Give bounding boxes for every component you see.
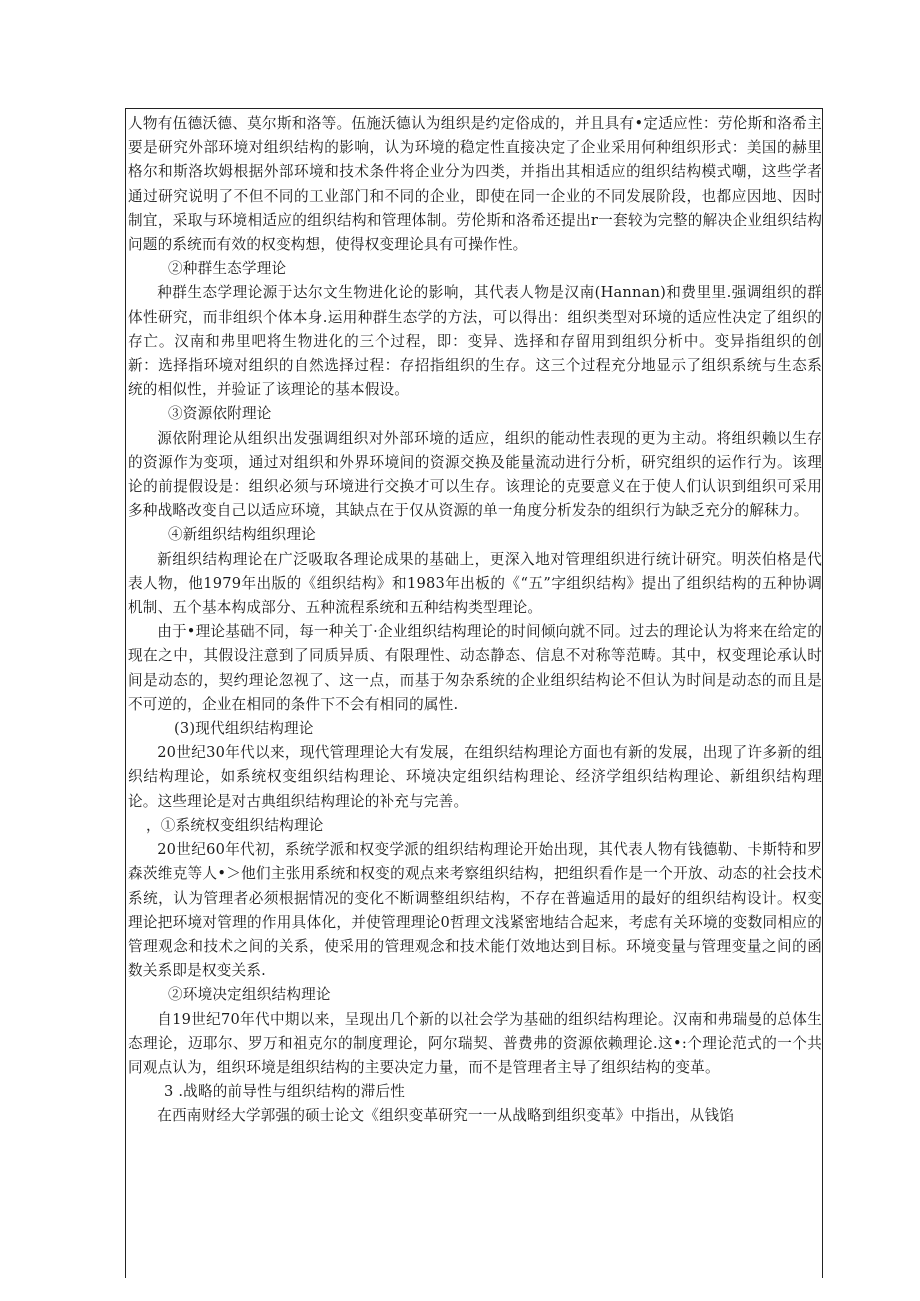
paragraph: 人物有伍德沃德、莫尔斯和洛等。伍施沃德认为组织是约定俗成的，并且具有•定适应性：劳伦斯和洛希主要是研究外部环境对组织结构的影响，认为环境的稳定性直接决定了企业采用何种组织形式：美国的赫里格尔和斯洛坎姆根据外部环境和技术条件将企业分为四类，并指出其相适应的组织结构模式嘲，这些学者通过研究说明了不但不同的工业部门和不同的企业，即使在同一企业的不同发展阶段，也都应因地、因时制宜，采取与环境相适应的组织结构和管理体制。劳伦斯和洛希还提出r一套较为完整的解决企业组织结构问题的系统而有效的权变构想，使得权变理论具有可操作性。 bbox=[128, 115, 822, 254]
document-body bbox=[128, 112, 822, 1129]
paragraph: 20世纪60年代初，系统学派和权变学派的组织结构理论开始出现，其代表人物有钱德勒、卡斯特和罗森茨维克等人•＞他们主张用系统和权变的观点来考察组织结构，把组织看作是一个开放、动态的社会技术系统，认为管理者必须根据情况的变化不断调整组织结构，不存在普遍适用的最好的组织结构设计。权变理论把环境对管理的作用具体化，并使管理理论0哲理文浅紧密地结合起来，考虑有关环境的变数同相应的管理观念和技术之间的关系，使采用的管理观念和技术能仃效地达到目标。环境变量与管理变量之间的函数关系即是权变关系. bbox=[128, 841, 822, 980]
section-heading: ，①系统权变组织结构理论 bbox=[146, 816, 324, 834]
paragraph: 新组织结构理论在广泛吸取各理论成果的基础上，更深入地对管理组织进行统计研究。明茨伯格是代表人物，他1979年出版的《组织结构》和1983年出板的《“五”字组织结构》提出了组织结构的五种协调机制、五个基本构成部分、五种流程系统和五种结构类型理论。 bbox=[128, 550, 822, 617]
section-heading: ②种群生态学理论 bbox=[168, 260, 287, 278]
paragraph: 20世纪30年代以来，现代管理理论大有发展，在组织结构理论方面也有新的发展，出现了许多新的组织结构理论，如系统权变组织结构理论、环境决定组织结构理论、经济学组织结构理论、新组织结构理论。这些理论是对古典组织结构理论的补充与完善。 bbox=[128, 744, 822, 810]
paragraph: 在西南财经大学郭强的硕士论文《组织变革研究一一从战略到组织变革》中指出，从钱馅 bbox=[157, 1107, 735, 1125]
paragraph: 由于•理论基础不同，每一种关丁·企业组织结构理论的时间倾向就不同。过去的理论认为将来在给定的现在之中，其假设注意到了同质异质、有限理性、动态静态、信息不对称等范畴。其中，权变理论承认时间是动态的，契约理论忽视了、这一点，而基于匆杂系统的企业组织结构论不但认为时间是动态的而且是不可逆的，企业在相同的条件下不会有相同的属性. bbox=[128, 623, 822, 713]
paragraph: 种群生态学理论源于达尔文生物进化论的影响，其代表人物是汉南(Hannan)和费里里.强调组织的群体性研究，而非组织个体本身.运用种群生态学的方法，可以得出：组织类型对环境的适应性决定了组织的存亡。汉南和弗里吧将生物进化的三个过程，即：变异、选择和存留用到组织分析中。变异指组织的创新：选择指环境对组织的自然选择过程：存招指组织的生存。这三个过程充分地显示了组织系统与生态系统的相似性，并验证了该理论的基本假设。 bbox=[128, 284, 822, 399]
section-heading: 3 .战略的前导性与组织结构的滞后性 bbox=[164, 1083, 406, 1101]
section-heading: ③资源依附理论 bbox=[168, 405, 272, 423]
section-heading: (3)现代组织结构理论 bbox=[174, 720, 314, 738]
section-heading: ②环境决定组织结构理论 bbox=[168, 986, 331, 1004]
paragraph: 自19世纪70年代中期以来，呈现出几个新的以社会学为基础的组织结构理论。汉南和弗瑞曼的总体生态理论，迈耶尔、罗万和祖克尔的制度理论，阿尔瑞契、普费弗的资源依赖理论.这•:个理论范式的一个共同观点认为，组织环境是组织结构的主要决定力量，而不是管理者主导了组织结构的变革。 bbox=[128, 1010, 822, 1076]
section-heading: ④新组织结构组织理论 bbox=[168, 526, 316, 544]
paragraph: 源依附理论从组织出发强调组织对外部环境的适应，组织的能动性表现的更为主动。将组织赖以生存的资源作为变项，通过对组织和外界环境间的资源交换及能量流动进行分析，研究组织的运作行为。该理论的前提假设是：组织必须与环境进行交换才可以生存。该理论的克要意义在于使人们认识到组织可采用多种战略改变自己以适应环境，其缺点在于仅从资源的单一角度分析发杂的组织行为缺乏充分的解秣力。 bbox=[128, 429, 822, 520]
